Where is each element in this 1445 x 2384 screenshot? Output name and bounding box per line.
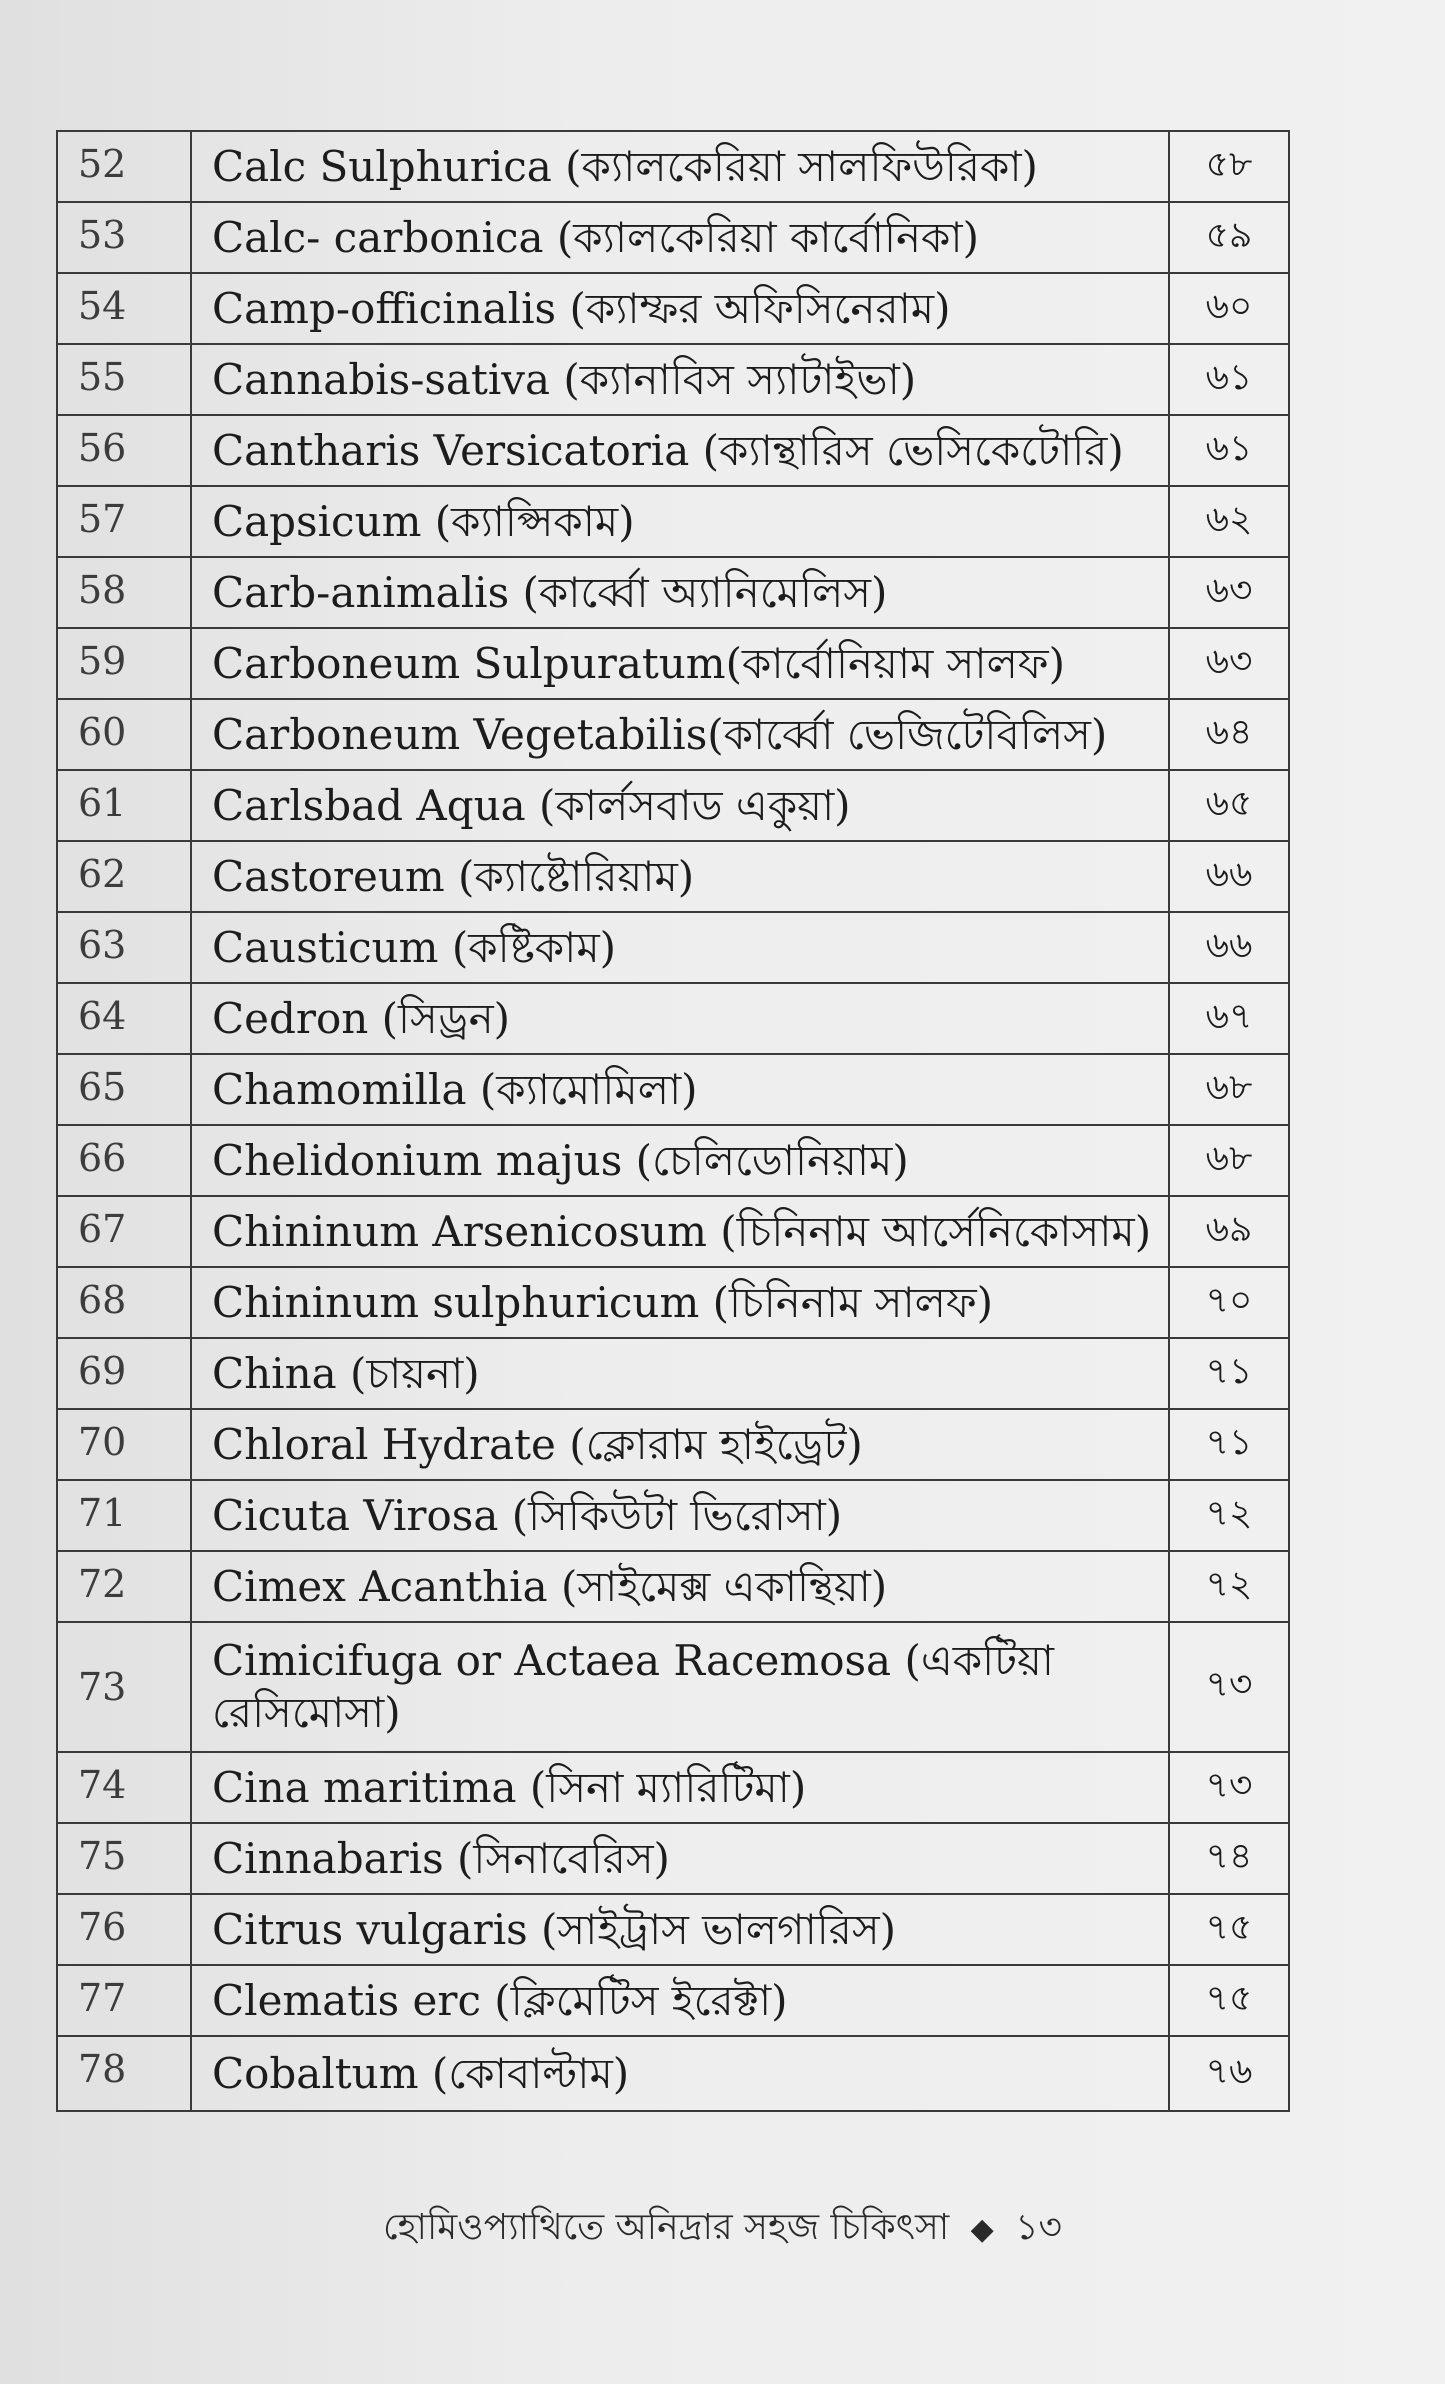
page-footer bbox=[0, 2200, 1445, 2260]
entry-page-number: ৭৫ bbox=[1169, 1965, 1289, 2036]
table-row bbox=[57, 344, 1289, 415]
entry-title: Chloral Hydrate (ক্লোরাম হাইড্রেট) bbox=[191, 1409, 1169, 1480]
entry-title: Carb-animalis (কার্ব্বো অ্যানিমেলিস) bbox=[191, 557, 1169, 628]
entry-title: China (চায়না) bbox=[191, 1338, 1169, 1409]
entry-number: 75 bbox=[57, 1823, 191, 1894]
table-row bbox=[57, 699, 1289, 770]
table-row bbox=[57, 1551, 1289, 1622]
entry-number: 55 bbox=[57, 344, 191, 415]
entry-number: 72 bbox=[57, 1551, 191, 1622]
table-row bbox=[57, 486, 1289, 557]
entry-page-number: ৬১ bbox=[1169, 344, 1289, 415]
entry-title: Chininum sulphuricum (চিনিনাম সালফ) bbox=[191, 1267, 1169, 1338]
entry-title: Castoreum (ক্যাষ্টোরিয়াম) bbox=[191, 841, 1169, 912]
entry-number: 64 bbox=[57, 983, 191, 1054]
entry-title: Causticum (কষ্টিকাম) bbox=[191, 912, 1169, 983]
entry-page-number: ৬৫ bbox=[1169, 770, 1289, 841]
entry-title: Calc- carbonica (ক্যালকেরিয়া কার্বোনিকা) bbox=[191, 202, 1169, 273]
table-row bbox=[57, 1752, 1289, 1823]
entry-title: Cimex Acanthia (সাইমেক্স একান্থিয়া) bbox=[191, 1551, 1169, 1622]
entry-number: 74 bbox=[57, 1752, 191, 1823]
entry-page-number: ৫৮ bbox=[1169, 131, 1289, 202]
table-row bbox=[57, 202, 1289, 273]
entry-page-number: ৭১ bbox=[1169, 1409, 1289, 1480]
entry-title: Chelidonium majus (চেলিডোনিয়াম) bbox=[191, 1125, 1169, 1196]
table-row bbox=[57, 1338, 1289, 1409]
footer-page-number: ১৩ bbox=[1015, 2207, 1062, 2248]
entry-title: Calc Sulphurica (ক্যালকেরিয়া সালফিউরিকা) bbox=[191, 131, 1169, 202]
entry-number: 67 bbox=[57, 1196, 191, 1267]
entry-number: 52 bbox=[57, 131, 191, 202]
entry-number: 78 bbox=[57, 2036, 191, 2111]
table-row bbox=[57, 2036, 1289, 2111]
entry-page-number: ৬৬ bbox=[1169, 841, 1289, 912]
entry-number: 61 bbox=[57, 770, 191, 841]
table-row bbox=[57, 1823, 1289, 1894]
table-row bbox=[57, 1480, 1289, 1551]
entry-title: Citrus vulgaris (সাইট্রাস ভালগারিস) bbox=[191, 1894, 1169, 1965]
entry-page-number: ৬৪ bbox=[1169, 699, 1289, 770]
table-row bbox=[57, 1622, 1289, 1752]
table-row bbox=[57, 770, 1289, 841]
entry-page-number: ৫৯ bbox=[1169, 202, 1289, 273]
entry-page-number: ৭২ bbox=[1169, 1480, 1289, 1551]
entry-page-number: ৭৫ bbox=[1169, 1894, 1289, 1965]
table-row bbox=[57, 841, 1289, 912]
entry-title: Chamomilla (ক্যামোমিলা) bbox=[191, 1054, 1169, 1125]
table-row bbox=[57, 557, 1289, 628]
entry-number: 57 bbox=[57, 486, 191, 557]
contents-table bbox=[56, 130, 1290, 2112]
entry-title: Cicuta Virosa (সিকিউটা ভিরোসা) bbox=[191, 1480, 1169, 1551]
entry-number: 63 bbox=[57, 912, 191, 983]
entry-number: 56 bbox=[57, 415, 191, 486]
entry-page-number: ৬৬ bbox=[1169, 912, 1289, 983]
table-row bbox=[57, 983, 1289, 1054]
entry-page-number: ৭৪ bbox=[1169, 1823, 1289, 1894]
entry-page-number: ৭০ bbox=[1169, 1267, 1289, 1338]
entry-title: Cimicifuga or Actaea Racemosa (একটিয়া রেসিমোসা) bbox=[191, 1622, 1169, 1752]
entry-title: Cantharis Versicatoria (ক্যান্থারিস ভেসিকেটোরি) bbox=[191, 415, 1169, 486]
contents-table-body bbox=[57, 131, 1289, 2111]
entry-number: 73 bbox=[57, 1622, 191, 1752]
entry-number: 70 bbox=[57, 1409, 191, 1480]
entry-page-number: ৬৩ bbox=[1169, 557, 1289, 628]
entry-title: Carboneum Vegetabilis(কার্ব্বো ভেজিটেবিলিস) bbox=[191, 699, 1169, 770]
footer-book-title: হোমিওপ্যাথিতে অনিদ্রার সহজ চিকিৎসা bbox=[383, 2207, 950, 2248]
entry-page-number: ৬১ bbox=[1169, 415, 1289, 486]
entry-page-number: ৬৩ bbox=[1169, 628, 1289, 699]
entry-title: Cobaltum (কোবাল্টাম) bbox=[191, 2036, 1169, 2111]
entry-page-number: ৬৭ bbox=[1169, 983, 1289, 1054]
entry-title: Clematis erc (ক্লিমেটিস ইরেক্টা) bbox=[191, 1965, 1169, 2036]
table-row bbox=[57, 1054, 1289, 1125]
table-row bbox=[57, 1267, 1289, 1338]
entry-title: Carboneum Sulpuratum(কার্বোনিয়াম সালফ) bbox=[191, 628, 1169, 699]
entry-number: 76 bbox=[57, 1894, 191, 1965]
entry-page-number: ৭৩ bbox=[1169, 1752, 1289, 1823]
entry-number: 59 bbox=[57, 628, 191, 699]
entry-number: 60 bbox=[57, 699, 191, 770]
table-row bbox=[57, 912, 1289, 983]
entry-number: 69 bbox=[57, 1338, 191, 1409]
entry-number: 66 bbox=[57, 1125, 191, 1196]
table-row bbox=[57, 628, 1289, 699]
table-row bbox=[57, 273, 1289, 344]
table-row bbox=[57, 1409, 1289, 1480]
table-row bbox=[57, 1196, 1289, 1267]
entry-title: Cinnabaris (সিনাবেরিস) bbox=[191, 1823, 1169, 1894]
entry-page-number: ৬০ bbox=[1169, 273, 1289, 344]
entry-title: Capsicum (ক্যাপ্সিকাম) bbox=[191, 486, 1169, 557]
entry-number: 68 bbox=[57, 1267, 191, 1338]
table-row bbox=[57, 1894, 1289, 1965]
entry-number: 58 bbox=[57, 557, 191, 628]
entry-number: 65 bbox=[57, 1054, 191, 1125]
entry-number: 54 bbox=[57, 273, 191, 344]
entry-page-number: ৭৬ bbox=[1169, 2036, 1289, 2111]
entry-title: Chininum Arsenicosum (চিনিনাম আর্সেনিকোসাম) bbox=[191, 1196, 1169, 1267]
entry-page-number: ৭২ bbox=[1169, 1551, 1289, 1622]
entry-title: Cina maritima (সিনা ম্যারিটিমা) bbox=[191, 1752, 1169, 1823]
entry-page-number: ৬৯ bbox=[1169, 1196, 1289, 1267]
entry-page-number: ৬২ bbox=[1169, 486, 1289, 557]
footer-diamond-separator: ◆ bbox=[970, 2212, 994, 2247]
entry-page-number: ৭৩ bbox=[1169, 1622, 1289, 1752]
entry-page-number: ৭১ bbox=[1169, 1338, 1289, 1409]
table-row bbox=[57, 415, 1289, 486]
entry-title: Camp-officinalis (ক্যাম্ফর অফিসিনেরাম) bbox=[191, 273, 1169, 344]
entry-number: 53 bbox=[57, 202, 191, 273]
entry-number: 77 bbox=[57, 1965, 191, 2036]
table-row bbox=[57, 1965, 1289, 2036]
table-row bbox=[57, 131, 1289, 202]
table-row bbox=[57, 1125, 1289, 1196]
entry-number: 71 bbox=[57, 1480, 191, 1551]
entry-page-number: ৬৮ bbox=[1169, 1125, 1289, 1196]
entry-title: Cannabis-sativa (ক্যানাবিস স্যাটাইভা) bbox=[191, 344, 1169, 415]
entry-title: Cedron (সিড্রন) bbox=[191, 983, 1169, 1054]
entry-title: Carlsbad Aqua (কার্লসবাড একুয়া) bbox=[191, 770, 1169, 841]
entry-number: 62 bbox=[57, 841, 191, 912]
entry-page-number: ৬৮ bbox=[1169, 1054, 1289, 1125]
